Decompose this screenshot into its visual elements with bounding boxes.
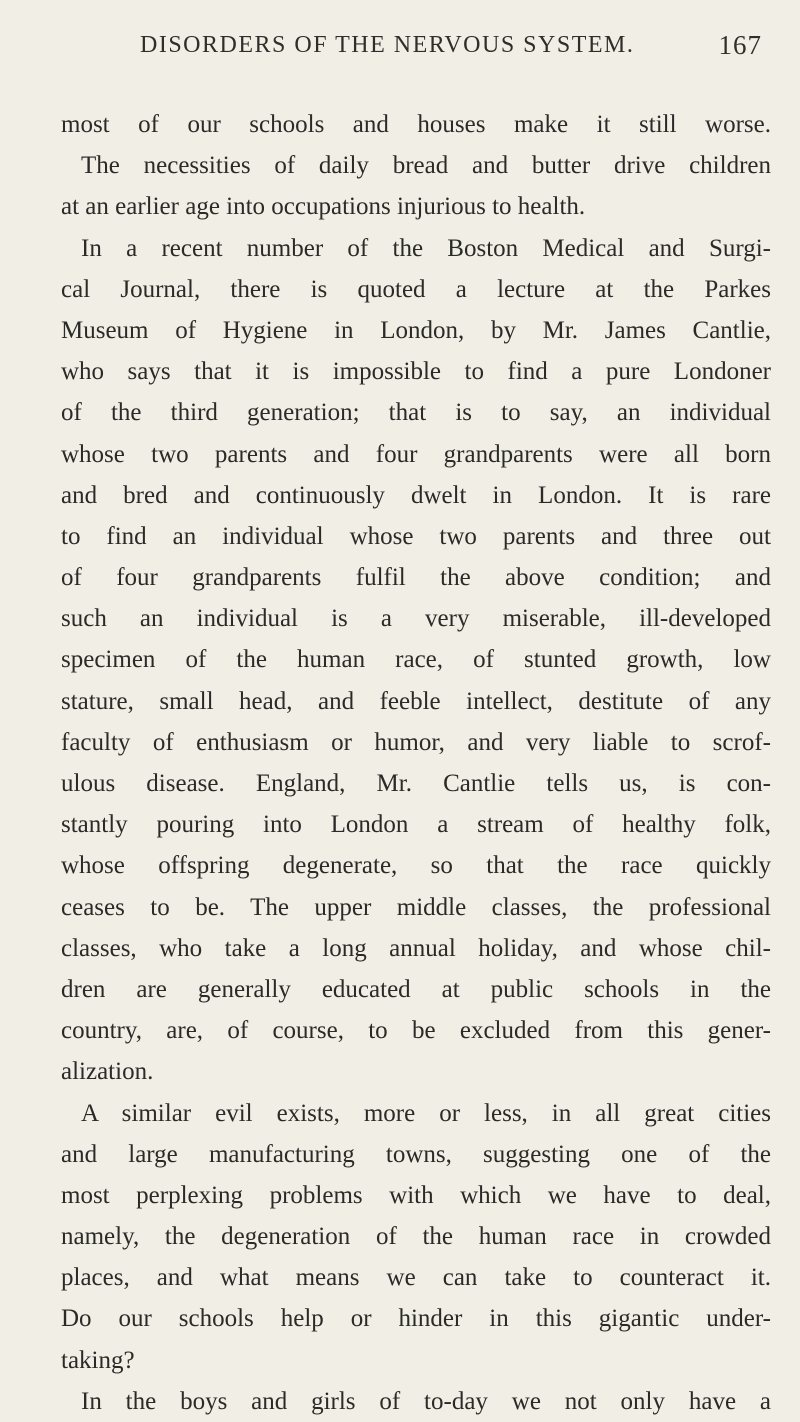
text-line: taking? (61, 1346, 135, 1374)
text-line: stantly pouring into London a stream of healthy folk, (61, 811, 771, 839)
text-line: namely, the degeneration of the human race in crowded (61, 1223, 771, 1251)
text-line: country, are, of course, to be excluded from this gener- (61, 1017, 771, 1045)
text-line: classes, who take a long annual holiday, and whose chil- (61, 934, 771, 962)
text-line: ulous disease. England, Mr. Cantlie tells us, is con- (61, 770, 771, 797)
text-line: Museum of Hygiene in London, by Mr. James Cantlie, (61, 316, 771, 344)
text-line: whose offspring degenerate, so that the race quickly (61, 852, 771, 880)
text-line: at an earlier age into occupations injurious to health. (61, 193, 586, 221)
text-line: faculty of enthusiasm or humor, and very liable to scrof- (61, 728, 771, 756)
text-line: cal Journal, there is quoted a lecture at the Parkes (61, 275, 771, 303)
text-line: most perplexing problems with which we have to deal, (61, 1181, 771, 1209)
text-line: who says that it is impossible to find a pure Londoner (61, 358, 771, 386)
text-line: stature, small head, and feeble intellect, destitute of any (61, 687, 771, 715)
text-line: dren are generally educated at public schools in the (61, 975, 771, 1003)
text-line: In a recent number of the Boston Medical and Surgi- (81, 234, 771, 262)
text-line: of four grandparents fulfil the above condition; and (61, 564, 771, 592)
text-line: In the boys and girls of to-day we not only have a (81, 1387, 771, 1415)
text-line: alization. (61, 1058, 154, 1086)
text-line: ceases to be. The upper middle classes, the professional (61, 893, 771, 921)
text-line: most of our schools and houses make it still worse. (61, 111, 771, 138)
text-line: and bred and continuously dwelt in London. It is rare (61, 481, 771, 509)
page-header (0, 20, 800, 70)
page-number: 167 (718, 30, 762, 60)
text-line: A similar evil exists, more or less, in all great cities (81, 1099, 771, 1127)
text-line: The necessities of daily bread and butter drive children (81, 152, 771, 180)
text-line: specimen of the human race, of stunted growth, low (61, 646, 771, 674)
text-line: and large manufacturing towns, suggesting one of the (61, 1140, 771, 1168)
text-line: to find an individual whose two parents and three out (61, 522, 771, 550)
running-head: DISORDERS OF THE NERVOUS SYSTEM. (140, 32, 635, 58)
text-line: such an individual is a very miserable, ill-developed (61, 605, 771, 633)
text-line: of the third generation; that is to say, an individual (61, 399, 771, 427)
body-text (61, 104, 771, 1422)
text-line: whose two parents and four grandparents were all born (61, 440, 771, 468)
text-line: places, and what means we can take to counteract it. (61, 1264, 771, 1292)
text-line: Do our schools help or hinder in this gigantic under- (61, 1305, 771, 1333)
